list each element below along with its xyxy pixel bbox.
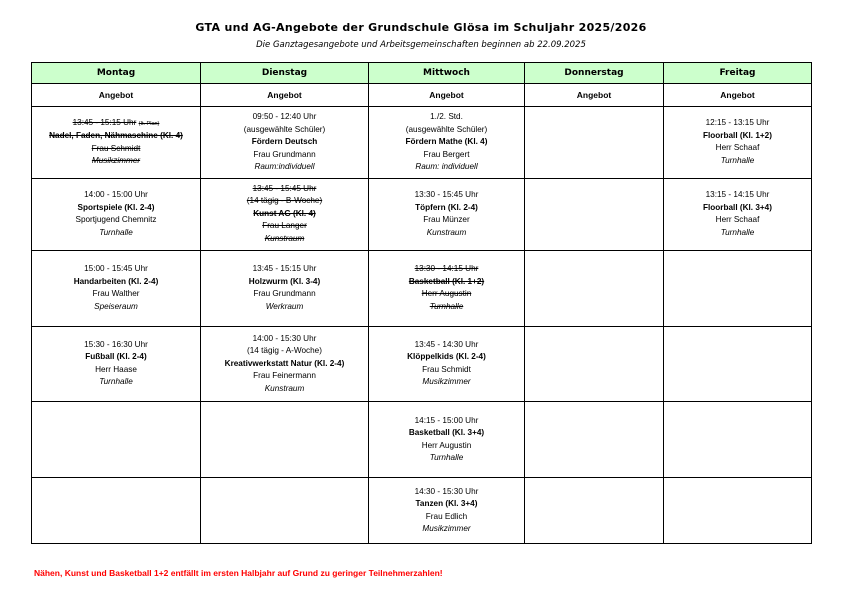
cell-line-text: Holzwurm (Kl. 3-4) [248,276,321,286]
cell-line [664,189,811,202]
schedule-cell [201,178,369,250]
cell-line [201,288,368,301]
cell-line-text: Turnhalle [429,453,464,463]
schedule-cell [525,178,664,250]
schedule-cell [201,326,369,402]
cell-line-text: Speiseraum [94,301,138,311]
cell-line [32,143,200,156]
cell-line-text: Herr Haase [95,364,137,374]
cell-line-text: Werkraum [265,301,304,311]
cell-line [369,276,524,289]
cell-line-text: 13:30 - 14:15 Uhr [414,264,479,274]
footer-note: Nähen, Kunst und Basketball 1+2 entfällt im ersten Halbjahr auf Grund zu geringer Teilnehmerzahlen! [34,568,443,578]
cell-line [201,195,368,208]
cell-line [201,149,368,162]
cell-line [369,111,524,124]
cell-line-text: Frau Grundmann [253,149,316,159]
cell-line-text: Klöppelkids (Kl. 2-4) [407,352,486,362]
cell-line [201,345,368,358]
cell-line [32,214,200,227]
cell-line-text: Frau Schmidt [91,143,141,153]
cell-line [369,376,524,389]
schedule-cell [201,478,369,544]
cell-line [664,202,811,215]
cell-line-text: Frau Langer [262,221,307,231]
cell-line [32,202,200,215]
cell-line-text: 14:30 - 15:30 Uhr [414,486,479,496]
cell-line-text: Kunstraum [264,383,305,393]
cell-line-text: Musikzimmer [91,156,141,166]
cell-line-text: Frau Edlich [425,511,468,521]
cell-line [32,189,200,202]
cell-line [664,117,811,130]
cell-line [201,136,368,149]
cell-line [32,351,200,364]
schedule-table [31,62,812,544]
schedule-cell [201,402,369,478]
cell-line-text: Frau Bergert [423,149,470,159]
cell-line-text: 14:00 - 15:00 Uhr [84,190,148,200]
cell-line-text: (ausgewählte Schüler) [405,124,488,134]
schedule-cell [201,250,369,326]
cell-line [369,202,524,215]
schedule-cell [32,107,201,179]
cell-line-text: Handarbeiten (Kl. 2-4) [73,276,159,286]
column-label: Angebot [525,84,664,107]
cell-line-text: 13:30 - 15:45 Uhr [414,190,479,200]
cell-line-text: Herr Schaaf [715,215,760,225]
cell-line [369,498,524,511]
cell-line-text: Nadel, Faden, Nähmaschine (Kl. 4) [49,131,183,141]
cell-line-text: Floorball (Kl. 1+2) [703,130,772,140]
cell-line [664,142,811,155]
cell-line [32,339,200,352]
cell-line-text: (ausgewählte Schüler) [243,124,326,134]
cell-line [369,427,524,440]
cell-line [369,452,524,465]
cell-line-text: Turnhalle [99,227,133,237]
cell-line [664,155,811,168]
schedule-cell [525,478,664,544]
cell-line [369,415,524,428]
page-title: GTA und AG-Angebote der Grundschule Glösa im Schuljahr 2025/2026 [195,21,647,34]
schedule-cell [32,402,201,478]
cell-line [369,189,524,202]
cell-line [201,111,368,124]
cell-line-text: 13:15 - 14:15 Uhr [705,190,770,200]
column-label-row [32,84,812,107]
schedule-cell [525,107,664,179]
cell-line [369,124,524,137]
cell-line-text: 14:00 - 15:30 Uhr [252,333,317,343]
cell-line [369,227,524,240]
schedule-cell [32,250,201,326]
cell-line-text: Fördern Mathe (Kl. 4) [405,137,488,147]
cell-line [664,227,811,240]
day-header-wednesday: Mittwoch [369,63,525,84]
cell-line-text: Turnhalle [720,155,755,165]
day-header-tuesday: Dienstag [201,63,369,84]
cell-line [369,263,524,276]
cell-line-text: Kunstraum [264,233,305,243]
page-subtitle: Die Ganztagesangebote und Arbeitsgemeinschaften beginnen ab 22.09.2025 [256,40,586,50]
cell-line-text: 09:50 - 12:40 Uhr [252,112,317,122]
cell-line-text: 13:45 - 15:15 Uhr [72,117,137,127]
cell-line-text: 13:45 - 14:30 Uhr [414,339,479,349]
cell-line [201,220,368,233]
column-label: Angebot [32,84,201,107]
schedule-cell [369,250,525,326]
day-header-row [32,63,812,84]
cell-line [201,383,368,396]
cell-line [32,130,200,143]
schedule-cell [369,478,525,544]
cell-line [32,301,200,314]
schedule-cell [369,402,525,478]
cell-line [369,339,524,352]
cell-line [32,276,200,289]
cell-line [369,486,524,499]
cell-line-text: Herr Schaaf [715,143,760,153]
schedule-cell [664,107,812,179]
cell-line-text: 13:45 - 15:15 Uhr [252,264,317,274]
column-label: Angebot [664,84,812,107]
cell-line-note: (It. Plan) [138,120,160,127]
cell-line-text: 15:00 - 15:45 Uhr [84,264,148,274]
cell-line [369,511,524,524]
cell-line-text: Sportspiele (Kl. 2-4) [77,202,155,212]
cell-line-text: Raum: individuell [415,162,478,172]
column-label: Angebot [369,84,525,107]
cell-line-text: Frau Feinermann [253,371,316,381]
cell-line [201,370,368,383]
schedule-body [32,107,812,544]
cell-line-text: Kreativwerkstatt Natur (Kl. 2-4) [224,358,345,368]
day-header-friday: Freitag [664,63,812,84]
cell-line [369,161,524,174]
cell-line [201,333,368,346]
cell-line [369,440,524,453]
schedule-row [32,178,812,250]
cell-line-text: Musikzimmer [422,524,471,534]
cell-line-text: Herr Augustin [421,289,472,299]
cell-line [201,263,368,276]
schedule-cell [664,250,812,326]
cell-line [201,183,368,196]
cell-line-text: 14:15 - 15:00 Uhr [414,415,479,425]
schedule-cell [664,402,812,478]
cell-line-text: Turnhalle [720,227,755,237]
cell-line [369,364,524,377]
cell-line [201,358,368,371]
day-header-monday: Montag [32,63,201,84]
cell-line-text: Frau Walther [92,289,140,299]
schedule-cell [32,326,201,402]
cell-line-text: Sportjugend Chemnitz [75,215,157,225]
cell-line [201,233,368,246]
schedule-cell [664,478,812,544]
cell-line-text: Basketball (Kl. 1+2) [408,276,485,286]
schedule-row [32,478,812,544]
cell-line [664,214,811,227]
cell-line-text: Töpfern (Kl. 2-4) [415,202,478,212]
cell-line-text: Turnhalle [429,301,464,311]
cell-line-text: Fußball (Kl. 2-4) [85,352,147,362]
schedule-row [32,250,812,326]
cell-line [201,301,368,314]
cell-line-text: Turnhalle [99,377,133,387]
cell-line [201,124,368,137]
cell-line-text: Musikzimmer [422,377,471,387]
schedule-cell [32,178,201,250]
cell-line [369,214,524,227]
cell-line-text: Floorball (Kl. 3+4) [703,202,772,212]
cell-line-text: (14 tägig - A-Woche) [247,346,322,356]
cell-line [369,136,524,149]
cell-line-text: Kunstraum [426,227,467,237]
schedule-cell [201,107,369,179]
cell-line-text: (14 tägig - B-Woche) [246,196,323,206]
schedule-cell [525,250,664,326]
schedule-row [32,326,812,402]
cell-line [32,376,200,389]
cell-line-text: Fördern Deutsch [251,137,318,147]
cell-line [369,523,524,536]
schedule-row [32,107,812,179]
cell-line [201,276,368,289]
cell-line [32,263,200,276]
cell-line-text: 12:15 - 13:15 Uhr [705,118,770,128]
schedule-cell [32,478,201,544]
cell-line [32,227,200,240]
cell-line [664,130,811,143]
cell-line [369,149,524,162]
schedule-cell [525,402,664,478]
cell-line-text: Basketball (Kl. 3+4) [408,428,485,438]
cell-line-text: Frau Münzer [423,215,470,225]
cell-line-text: 13:45 - 15:45 Uhr [252,183,317,193]
schedule-cell [369,107,525,179]
schedule-cell [369,326,525,402]
cell-line [369,351,524,364]
cell-line-text: Frau Schmidt [422,364,471,374]
cell-line-text: Kunst AG (Kl. 4) [253,208,316,218]
cell-line [32,155,200,168]
column-label: Angebot [201,84,369,107]
cell-line [369,288,524,301]
cell-line [201,161,368,174]
cell-line-text: Frau Grundmann [253,289,316,299]
schedule-cell [369,178,525,250]
schedule-cell [525,326,664,402]
day-header-thursday: Donnerstag [525,63,664,84]
cell-line-text: Tanzen (Kl. 3+4) [415,499,478,509]
cell-line-text: Herr Augustin [421,440,472,450]
schedule-row [32,402,812,478]
cell-line-text: Raum:individuell [254,162,315,172]
cell-line-text: 1./2. Std. [430,112,463,122]
cell-line [32,288,200,301]
cell-line [369,301,524,314]
schedule-cell [664,326,812,402]
cell-line [201,208,368,221]
cell-line-text: 15:30 - 16:30 Uhr [84,339,148,349]
cell-line [32,364,200,377]
cell-line [32,117,200,131]
schedule-cell [664,178,812,250]
